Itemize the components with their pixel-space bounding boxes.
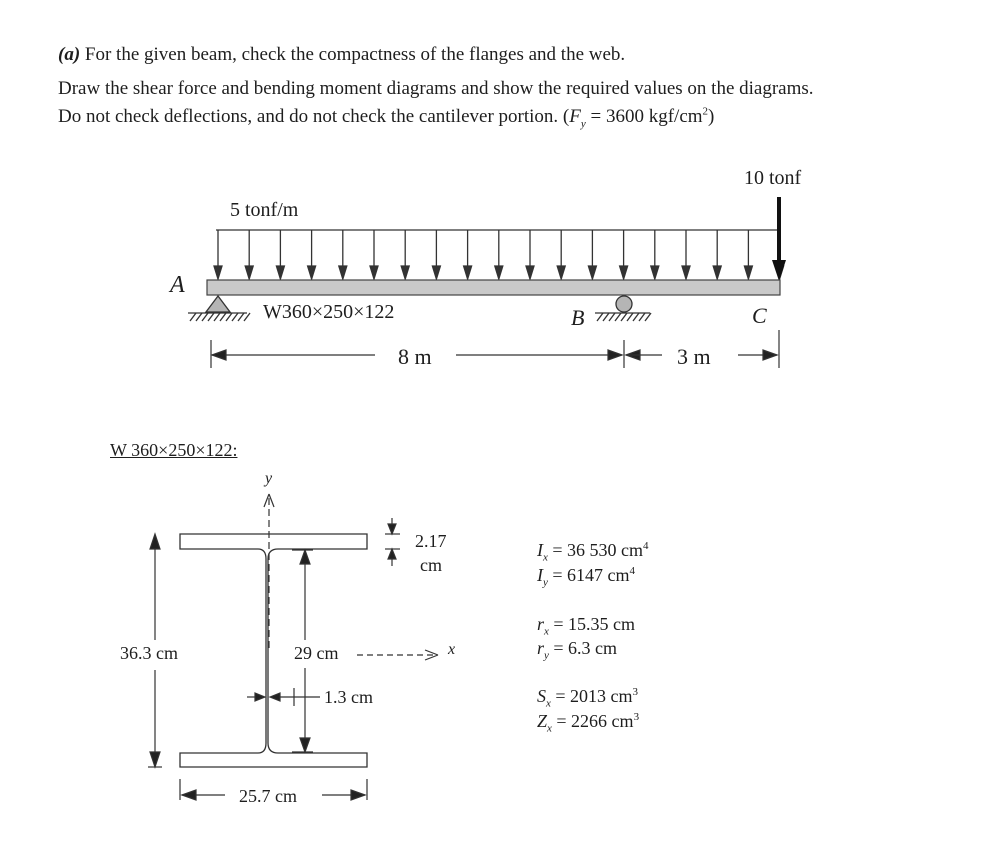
span-bc-label: 3 m: [677, 344, 711, 369]
support-hatch: [196, 313, 202, 321]
ry-sub: y: [544, 649, 549, 662]
udl-arrow-head: [464, 266, 472, 279]
support-hatch: [220, 313, 226, 321]
problem-text-3-end: ): [708, 106, 715, 127]
support-hatch: [244, 313, 250, 321]
udl-arrow-head: [495, 266, 503, 279]
zx-sym: Z: [537, 711, 548, 731]
flange-width-label: 25.7 cm: [239, 786, 297, 806]
iy-val: = 6147 cm: [547, 565, 630, 585]
udl-arrow-head: [214, 266, 222, 279]
support-hatch: [214, 313, 220, 321]
end-c-label: C: [752, 303, 767, 328]
sx-exp: 3: [632, 686, 639, 698]
section-name-label: W360×250×122: [263, 301, 395, 323]
rx-sub: x: [544, 625, 549, 638]
udl-arrow-head: [339, 266, 347, 279]
fy-symbol: F: [569, 106, 581, 127]
ix-exp: 4: [643, 540, 649, 552]
distributed-load-label: 5 tonf/m: [230, 199, 299, 221]
problem-text-2: Draw the shear force and bending moment diagrams and show the required values on the diagrams.: [58, 78, 814, 99]
support-hatch: [603, 313, 609, 321]
problem-text-3: Do not check deflections, and do not check the cantilever portion. (: [58, 106, 570, 127]
support-hatch: [597, 313, 603, 321]
prop-sx: [537, 686, 639, 710]
support-hatch: [609, 313, 615, 321]
sx-val: = 2013 cm: [550, 686, 633, 706]
support-hatch: [639, 313, 645, 321]
fy-value: = 3600 kgf/cm: [585, 106, 703, 127]
web-height-label: 29 cm: [294, 643, 339, 663]
ry-sym: r: [537, 638, 545, 658]
x-axis-label: x: [448, 641, 456, 658]
support-hatch: [633, 313, 639, 321]
support-hatch: [232, 313, 238, 321]
support-hatch: [238, 313, 244, 321]
udl-arrow-head: [713, 266, 721, 279]
y-axis-label: y: [265, 470, 273, 487]
span-ab-label: 8 m: [398, 344, 432, 369]
support-hatch: [208, 313, 214, 321]
udl-arrow-head: [620, 266, 628, 279]
udl-arrow-head: [651, 266, 659, 279]
zx-sub: x: [547, 722, 552, 735]
udl-arrow-head: [370, 266, 378, 279]
flange-thickness-value: 2.17: [415, 531, 447, 551]
iy-exp: 4: [629, 565, 636, 577]
udl-arrow-head: [744, 266, 752, 279]
flange-thickness-dimension: [385, 518, 400, 566]
fy-sub: y: [580, 117, 586, 130]
support-hatch: [190, 313, 196, 321]
udl-arrow-head: [308, 266, 316, 279]
iy-sym: I: [537, 565, 543, 585]
prop-ix: [537, 540, 649, 564]
depth-label: 36.3 cm: [120, 643, 178, 663]
sx-sym: S: [537, 686, 546, 706]
point-load-arrow: [772, 197, 786, 281]
part-label: (a): [58, 44, 81, 65]
support-b-roller: [595, 296, 651, 321]
support-hatch: [615, 313, 621, 321]
udl-arrow-head: [588, 266, 596, 279]
problem-text-1: For the given beam, check the compactness of the flanges and the web.: [84, 44, 626, 65]
udl-arrow-head: [245, 266, 253, 279]
distributed-load: [214, 230, 784, 279]
udl-arrow-head: [432, 266, 440, 279]
udl-arrow-head: [682, 266, 690, 279]
udl-arrow-head: [526, 266, 534, 279]
udl-arrow-head: [401, 266, 409, 279]
beam-body: [207, 280, 780, 295]
support-a-pin: [188, 296, 250, 321]
prop-zx: [537, 711, 640, 735]
support-hatch: [621, 313, 627, 321]
rx-val: = 15.35 cm: [548, 614, 636, 634]
support-hatch: [202, 313, 208, 321]
zx-val: = 2266 cm: [551, 711, 634, 731]
sx-sub: x: [546, 697, 551, 710]
iy-sub: y: [543, 576, 548, 589]
support-b-label: B: [571, 305, 585, 330]
udl-arrow-head: [276, 266, 284, 279]
i-section-shape: [180, 534, 367, 767]
ry-val: = 6.3 cm: [548, 638, 618, 658]
support-hatch: [645, 313, 651, 321]
web-thickness-label: 1.3 cm: [324, 687, 373, 707]
ix-val: = 36 530 cm: [547, 540, 644, 560]
support-hatch: [627, 313, 633, 321]
prop-iy: [537, 565, 636, 589]
point-load-label: 10 tonf: [744, 167, 802, 189]
support-a-label: A: [170, 272, 185, 298]
rx-sym: r: [537, 614, 545, 634]
ix-sym: I: [537, 540, 543, 560]
zx-exp: 3: [633, 711, 640, 723]
support-hatch: [226, 313, 232, 321]
fy-exp: 2: [702, 105, 709, 118]
udl-arrow-head: [557, 266, 565, 279]
prop-rx: [537, 614, 636, 638]
web-thickness-dimension: [247, 688, 320, 706]
flange-thickness-unit: cm: [420, 555, 442, 575]
prop-ry: [537, 638, 618, 662]
ix-sub: x: [543, 551, 548, 564]
section-title: W 360×250×122:: [110, 440, 238, 460]
